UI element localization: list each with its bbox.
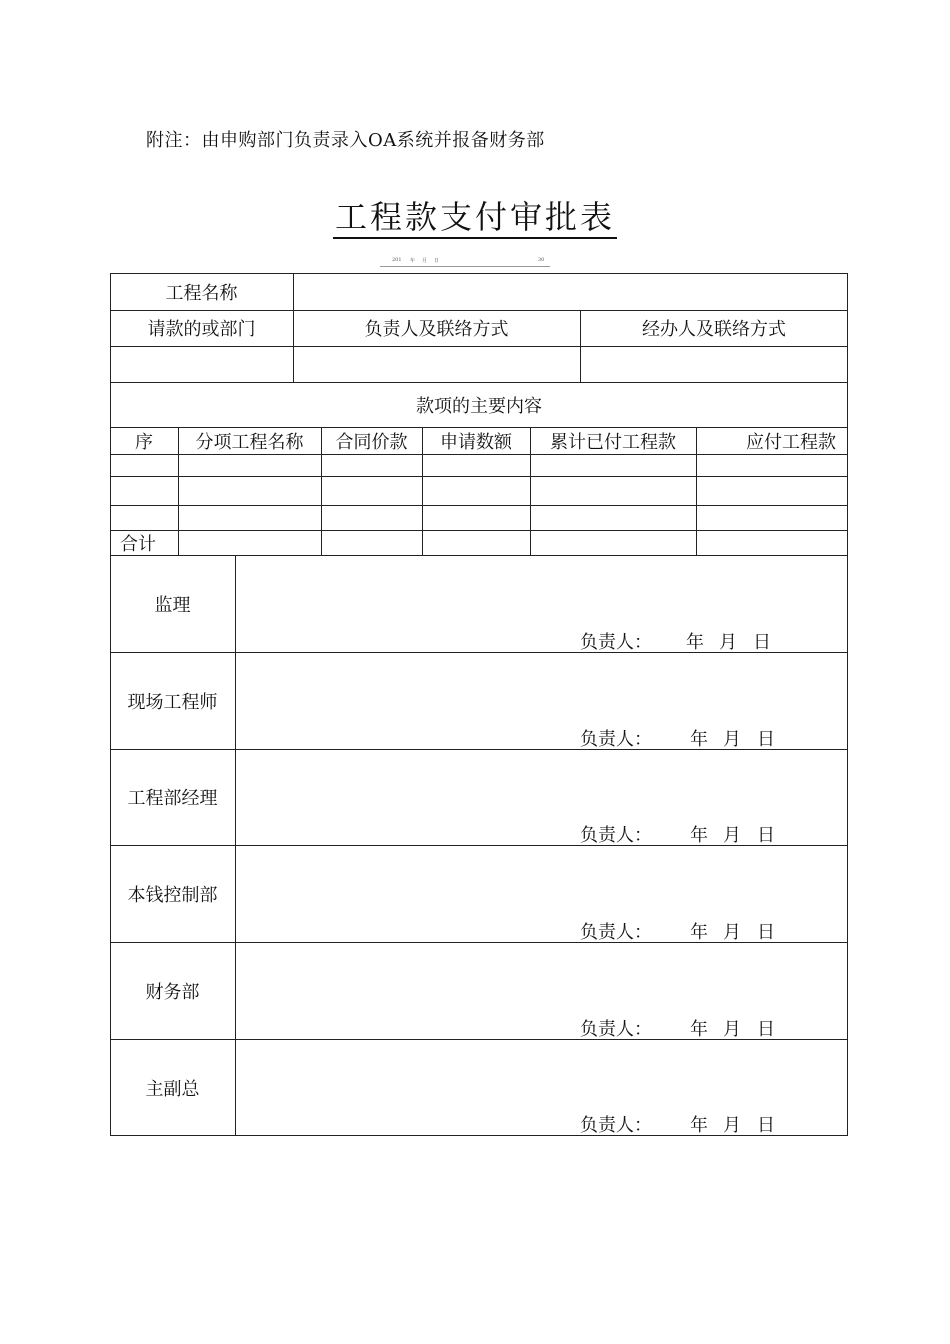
- approval-signature: [580, 725, 780, 749]
- signature-day: 日: [753, 632, 771, 653]
- rule: [235, 555, 236, 1136]
- signature-person-label: 负责人：: [580, 1019, 652, 1040]
- approval-label-engineering-manager: 工程部经理: [127, 788, 218, 809]
- approval-label-cost-control: 本钱控制部: [127, 884, 218, 906]
- signature-person-label: 负责人：: [580, 922, 652, 943]
- rule: [110, 454, 848, 455]
- signature-person-label: 负责人：: [580, 632, 652, 653]
- approval-label-supervision: 监理: [154, 594, 191, 616]
- signature-month: 月: [723, 825, 741, 846]
- approval-label-general-manager: 主副总: [145, 1078, 200, 1100]
- tiny-text-3: 月: [422, 258, 428, 264]
- col-header-contract-price: 合同价款: [335, 431, 408, 453]
- approval-signature: [580, 821, 780, 845]
- project-name-value[interactable]: [293, 273, 848, 310]
- signature-month: 月: [719, 632, 737, 653]
- signature-day: 日: [757, 1019, 775, 1040]
- col-header-payable: 应付工程款: [746, 431, 836, 453]
- signature-year: 年: [690, 825, 708, 846]
- tiny-text-2: 年: [410, 258, 416, 264]
- signature-day: 日: [757, 729, 775, 750]
- col-header-requested-amount: 申请数额: [440, 431, 512, 453]
- form-title: 工程款支付审批表: [333, 200, 617, 239]
- signature-year: 年: [690, 1115, 708, 1136]
- signature-person-label: 负责人：: [580, 825, 652, 846]
- tiny-text-4: 日: [434, 258, 440, 264]
- tiny-text-1: 201: [392, 257, 402, 263]
- signature-year: 年: [686, 632, 704, 653]
- tiny-text-5: 30: [538, 257, 545, 263]
- col-header-sub-project: 分项工程名称: [195, 431, 304, 453]
- total-label: 合计: [120, 533, 156, 555]
- section-title: 款项的主要内容: [416, 395, 542, 417]
- approval-signature: [580, 628, 780, 652]
- signature-month: 月: [723, 729, 741, 750]
- rule: [110, 530, 848, 531]
- footnote: 附注：由申购部门负责录入OA系统并报备财务部: [146, 130, 545, 151]
- handler-contact-value[interactable]: [580, 346, 848, 382]
- signature-year: 年: [690, 729, 708, 750]
- request-dept-label: 请款的或部门: [147, 319, 256, 340]
- date-line: [380, 256, 550, 267]
- approval-signature: [580, 918, 780, 942]
- signature-month: 月: [723, 1019, 741, 1040]
- signature-month: 月: [723, 922, 741, 943]
- rule: [110, 505, 848, 506]
- signature-year: 年: [690, 1019, 708, 1040]
- request-dept-value[interactable]: [110, 346, 293, 382]
- signature-day: 日: [757, 825, 775, 846]
- signature-day: 日: [757, 1115, 775, 1136]
- project-name-label: 工程名称: [165, 282, 238, 304]
- handler-contact-label: 经办人及联络方式: [642, 319, 786, 340]
- signature-year: 年: [690, 922, 708, 943]
- approval-signature: [580, 1015, 780, 1039]
- approval-label-finance: 财务部: [145, 981, 200, 1003]
- signature-month: 月: [723, 1115, 741, 1136]
- approval-label-site-engineer: 现场工程师: [127, 691, 218, 713]
- col-header-seq: 序: [135, 431, 153, 453]
- signature-day: 日: [757, 922, 775, 943]
- approval-signature: [580, 1111, 780, 1135]
- col-header-paid-to-date: 累计已付工程款: [550, 431, 676, 453]
- person-contact-label: 负责人及联络方式: [364, 319, 509, 340]
- form-title-wrap: [0, 200, 950, 239]
- signature-person-label: 负责人：: [580, 729, 652, 750]
- person-contact-value[interactable]: [293, 346, 580, 382]
- rule: [110, 476, 848, 477]
- signature-person-label: 负责人：: [580, 1115, 652, 1136]
